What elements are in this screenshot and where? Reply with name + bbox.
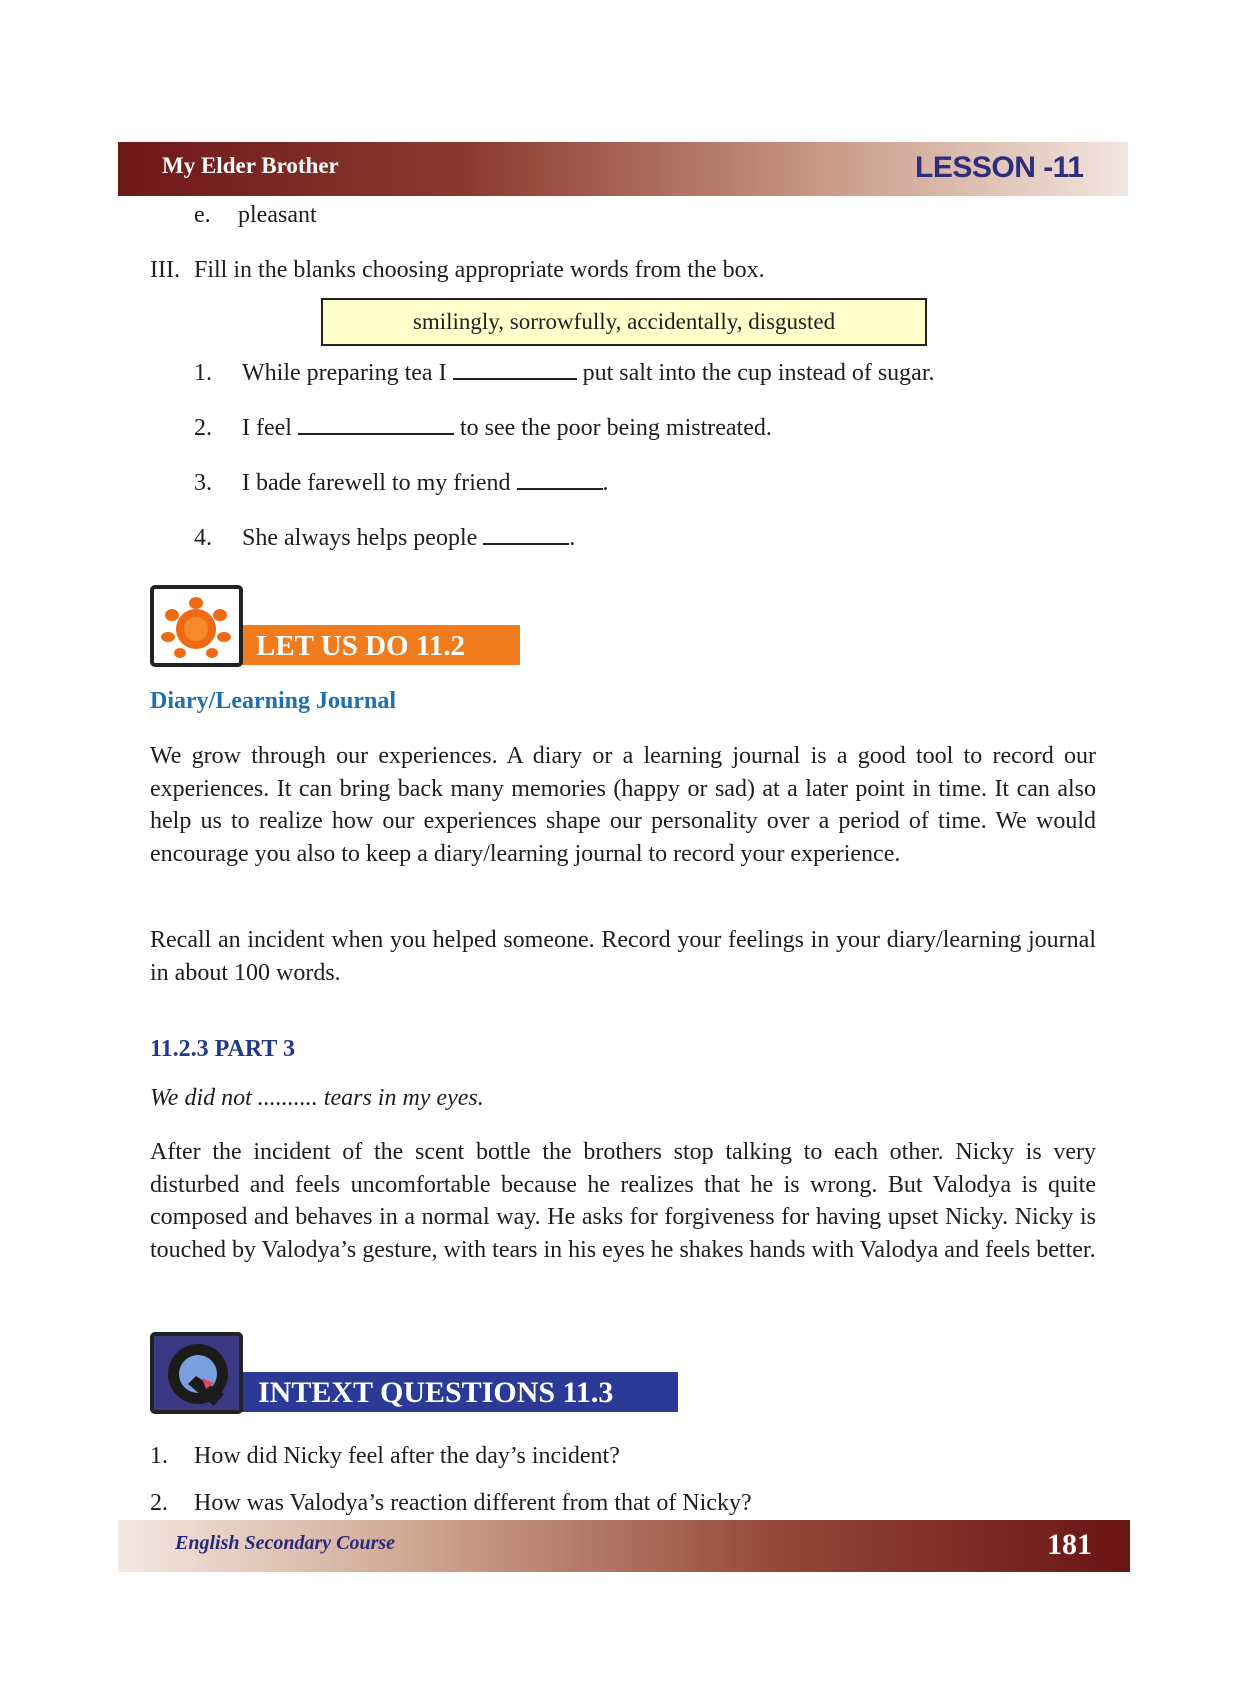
answer-blank[interactable] <box>453 358 577 380</box>
item-text-after: put salt into the cup instead of sugar. <box>582 360 935 386</box>
exercise-instruction: Fill in the blanks choosing appropriate words from the box. <box>194 257 765 283</box>
question-text: How was Valodya’s reaction different from that of Nicky? <box>194 1490 752 1516</box>
part-heading: 11.2.3 PART 3 <box>150 1036 295 1062</box>
question-number: 2. <box>150 1490 168 1516</box>
answer-blank[interactable] <box>298 413 454 435</box>
activity-paragraph: We grow through our experiences. A diary or a learning journal is a good tool to record our experiences. It can bring back many memories (happy or sad) at a later point in time. It can also help us to realize how our experiences shape our personality over a period of time. We would encourage you also to keep a diary/learning journal to record your experience. <box>150 743 1096 867</box>
fill-item-3 <box>242 467 609 499</box>
answer-blank[interactable] <box>517 468 603 490</box>
summary-paragraph: After the incident of the scent bottle the brothers stop talking to each other. Nicky is very disturbed and feels uncomfortable because he realizes that he is wrong. But Valodya is quite composed and behaves in a normal way. He asks for forgiveness for having upset Nicky. Nicky is touched by Valodya’s gesture, with tears in his eyes he shakes hands with Valodya and feels better. <box>150 1139 1096 1263</box>
option-text: pleasant <box>238 202 317 228</box>
answer-blank[interactable] <box>483 523 569 545</box>
item-text-before: She always helps people <box>242 525 478 551</box>
item-text-after: . <box>602 470 609 496</box>
option-letter: e. <box>194 202 211 228</box>
item-number: 2. <box>194 415 212 441</box>
activity-icon-frame <box>150 585 243 667</box>
part-subtitle: We did not .......... tears in my eyes. <box>150 1085 484 1111</box>
fill-item-1 <box>242 357 935 389</box>
item-text-before: While preparing tea I <box>242 360 447 386</box>
questions-banner: INTEXT QUESTIONS 11.3 <box>240 1372 678 1412</box>
section-heading: Diary/Learning Journal <box>150 688 397 714</box>
word-box: smilingly, sorrowfully, accidentally, disgusted <box>321 298 927 346</box>
chapter-title: My Elder Brother <box>162 153 339 178</box>
question-number: 1. <box>150 1443 168 1469</box>
item-text-after: . <box>569 525 576 551</box>
fill-item-2 <box>242 412 772 444</box>
item-text-before: I bade farewell to my friend <box>242 470 511 496</box>
question-q-icon <box>154 1336 239 1410</box>
activity-banner: LET US DO 11.2 <box>238 625 520 665</box>
item-number: 3. <box>194 470 212 496</box>
questions-icon-frame <box>150 1332 243 1414</box>
fill-item-4 <box>242 522 575 554</box>
item-number: 4. <box>194 525 212 551</box>
course-name: English Secondary Course <box>175 1532 396 1554</box>
sun-flower-icon <box>154 589 239 663</box>
activity-instruction: Recall an incident when you helped someone. Record your feelings in your diary/learning journal in about 100 words. <box>150 927 1096 986</box>
item-text-before: I feel <box>242 415 292 441</box>
item-text-after: to see the poor being mistreated. <box>459 415 772 441</box>
lesson-number: LESSON -11 <box>915 151 1084 184</box>
question-text: How did Nicky feel after the day’s incident? <box>194 1443 620 1469</box>
item-number: 1. <box>194 360 212 386</box>
exercise-number: III. <box>150 257 180 283</box>
page-number: 181 <box>1047 1528 1092 1561</box>
